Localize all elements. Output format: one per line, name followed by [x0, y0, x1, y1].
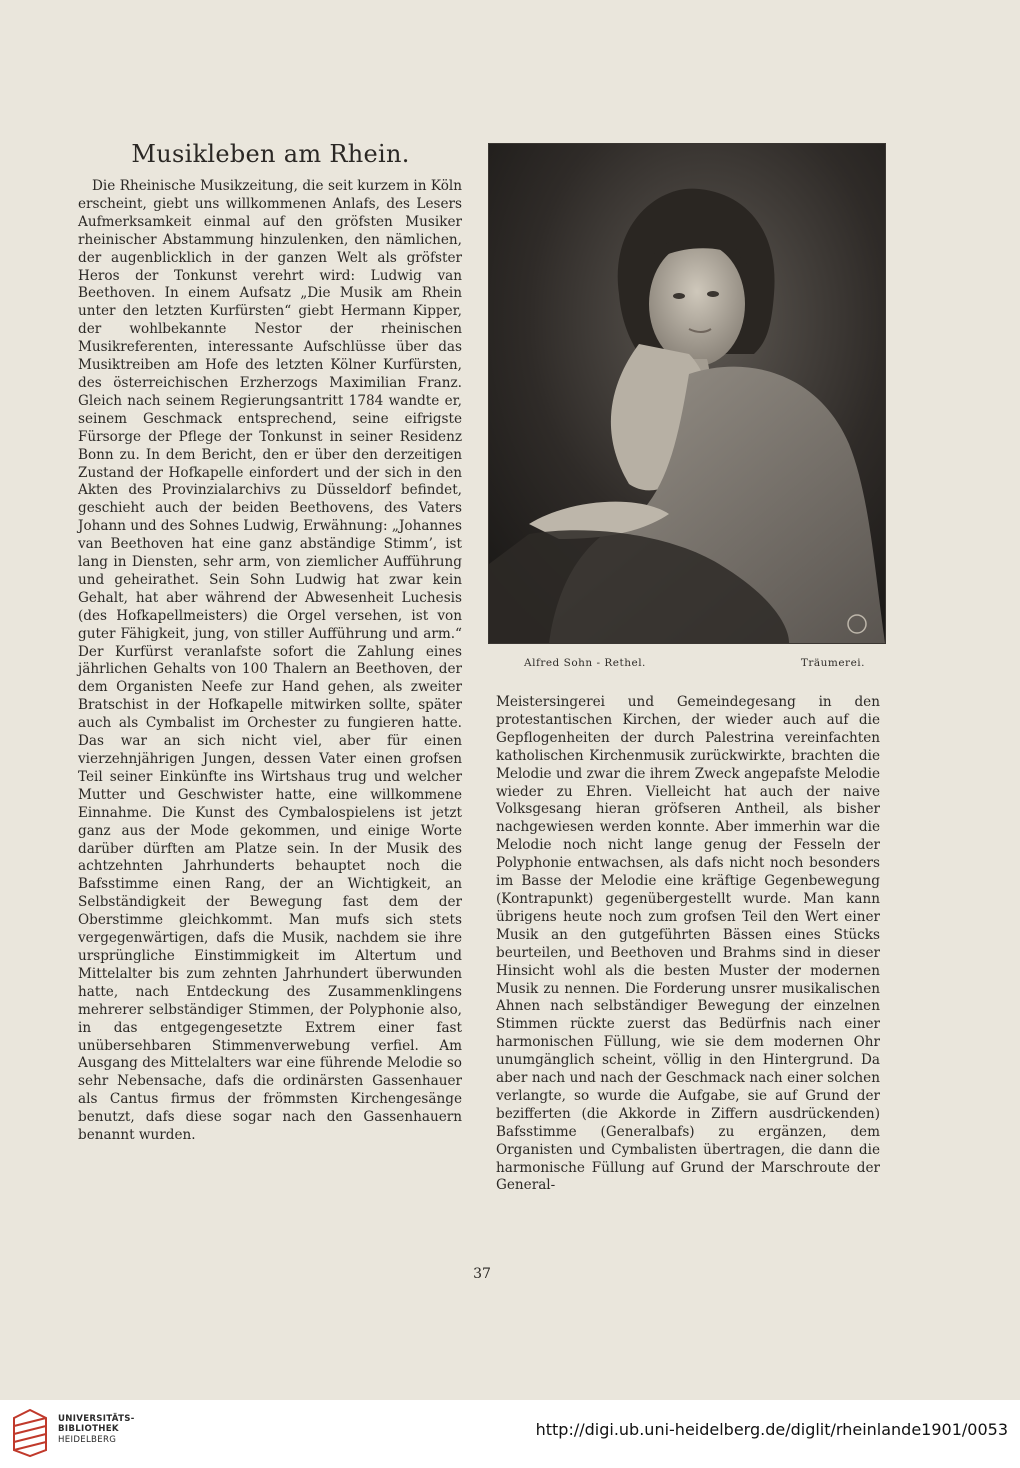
library-line-3: HEIDELBERG — [58, 1434, 117, 1445]
right-column — [496, 694, 880, 1195]
library-line-1: UNIVERSITÄTS- — [58, 1414, 135, 1424]
article-title: Musikleben am Rhein. — [131, 140, 410, 168]
page-number: 37 — [473, 1266, 491, 1282]
source-url-link[interactable]: http://digi.ub.uni-heidelberg.de/diglit/rheinlande1901/0053 — [535, 1420, 1008, 1439]
footer-bar — [0, 1400, 1020, 1468]
library-logo-icon — [10, 1408, 50, 1458]
library-line-2: BIBLIOTHEK — [58, 1424, 119, 1435]
library-name — [58, 1414, 135, 1445]
caption-artist: Alfred Sohn - Rethel. — [524, 657, 646, 669]
left-column-text: Die Rheinische Musikzeitung, die seit kurzem in Köln erscheint, giebt uns willkommenen Anlafs, des Lesers Aufmerksamkeit einmal auf den gröfsten Musiker rheinischer Abstammung hinzulenken, den nämlichen, der augenblicklich in der ganzen Welt als gröfster Heros der Tonkunst verehrt wird: Ludwig van Beethoven. In einem Aufsatz „Die Musik am Rhein unter den letzten Kurfürsten“ giebt Hermann Kipper, der wohlbekannte Nestor der rheinischen Musikreferenten, interessante Aufschlüsse über das Musiktreiben am Hofe des letzten Kölner Kurfürsten, des österreichischen Erzherzogs Maximilian Franz. Gleich nach seinem Regierungsantritt 1784 wandte er, seinem Geschmack entsprechend, seine eifrigste Fürsorge der Pflege der Tonkunst in seiner Residenz Bonn zu. In dem Bericht, den er über den derzeitigen Zustand der Hofkapelle einfordert und der sich in den Akten des Provinzialarchivs zu Düsseldorf befindet, geschieht auch der beiden Beethovens, des Vaters Johann und des Sohnes Ludwig, Erwähnung: „Johannes van Beethoven hat eine ganz abständige Stimm’, ist lang in Diensten, sehr arm, von ziemlicher Aufführung und geheirathet. Sein Sohn Ludwig hat zwar kein Gehalt, hat aber während der Abwesenheit Luchesis (des Hofkapellmeisters) die Orgel versehen, ist von guter Fähigkeit, jung, von stiller Aufführung und arm.“ Der Kurfürst veranlafste sofort die Zahlung eines jährlichen Gehalts von 100 Thalern an Beethoven, der dem Organisten Neefe zur Hand gehen, als zweiter Bratschist in der Hofkapelle mitwirken sollte, später auch als Cymbalist im Orchester zu fungieren hatte. Das war an sich nicht viel, aber für einen vierzehnjährigen Jungen, dessen Vater einen grofsen Teil seiner Einkünfte ins Wirtshaus trug und welcher Mutter und Geschwister hatte, eine willkommene Einnahme. Die Kunst des Cymbalospielens ist jetzt ganz aus der Mode gekommen, und einige Worte darüber dürften am Platze sein. In der Musik des achtzehnten Jahrhunderts behauptet noch die Bafsstimme einen Rang, der an Wichtigkeit, an Selbständigkeit der Bewegung fast dem der Oberstimme gleichkommt. Man mufs sich stets vergegenwärtigen, dafs die Musik, nachdem sie ihre ursprüngliche Einstimmigkeit im Altertum und Mittelalter bis zum zehnten Jahrhundert überwunden hatte, nach Entdeckung des Zusammenklingens mehrerer selbständiger Stimmen, der Polyphonie also, in das entgegengesetzte Extrem einer fast unübersehbaren Stimmenverwebung verfiel. Am Ausgang des Mittelalters war eine führende Melodie so sehr Nebensache, dafs die ordinärsten Gassenhauer als Cantus firmus der frömmsten Kirchengesänge benutzt, dafs diese sogar nach den Gassenhauern benannt wurden. — [78, 178, 462, 1144]
portrait-illustration — [488, 143, 886, 644]
left-column — [78, 178, 462, 1145]
caption-title: Träumerei. — [800, 657, 865, 669]
portrait-image — [489, 144, 885, 643]
right-column-text: Meistersingerei und Gemeindegesang in den protestantischen Kirchen, der wieder auch auf die Gepflogenheiten der durch Palestrina vereinfachten katholischen Kirchenmusik zurückwirkte, brachten die Melodie und zwar die ihrem Zweck angepafste Melodie wieder zu Ehren. Vielleicht hat auch der naive Volksgesang hieran gröfseren Antheil, als bisher nachgewiesen werden konnte. Aber immerhin war die Melodie noch nicht lange genug der Fesseln der Polyphonie entwachsen, als dafs nicht noch besonders im Basse der Melodie eine kräftige Gegenbewegung (Kontrapunkt) gegenübergestellt wurde. Man kann übrigens heute noch zum grofsen Teil den Wert einer Musik an den gutgeführten Bässen eines Stücks beurteilen, und Beethoven und Brahms sind in dieser Hinsicht wohl als die besten Muster der modernen Musik zu nennen. Die Forderung unsrer musikalischen Ahnen nach selbständiger Bewegung der einzelnen Stimmen rückte zuerst das Bedürfnis nach einer harmonischen Füllung, wie sie dem modernen Ohr unumgänglich scheint, völlig in den Hintergrund. Da aber nach und nach der Geschmack nach einer solchen verlangte, so wurde die Aufgabe, sie auf Grund der bezifferten (die Akkorde in Ziffern ausdrückenden) Bafsstimme (Generalbafs) zu ergänzen, dem Organisten und Cymbalisten übertragen, die dann die harmonische Füllung auf Grund der Marschroute der General- — [496, 694, 880, 1194]
